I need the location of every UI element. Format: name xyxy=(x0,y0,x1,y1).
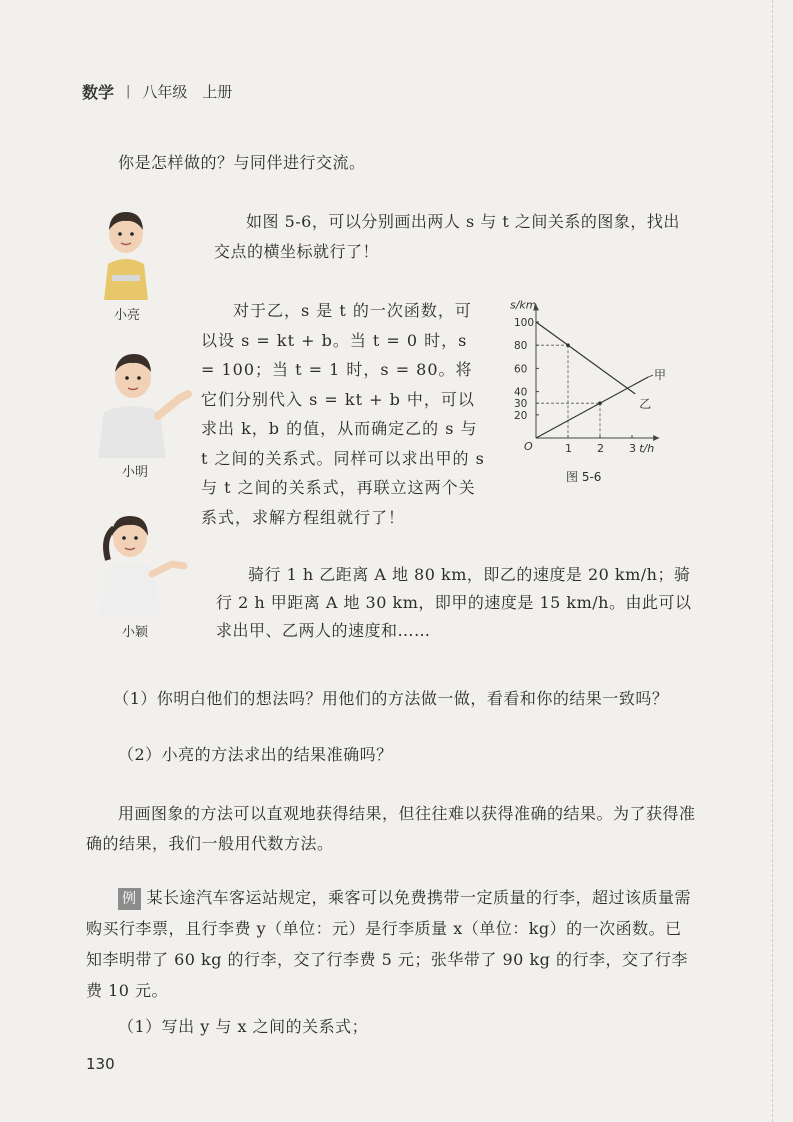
series-line-yi xyxy=(536,322,635,394)
page-header xyxy=(82,80,232,103)
example-paragraph xyxy=(86,882,696,1006)
example-tag: 例 xyxy=(118,888,141,910)
xiaoliang-illustration xyxy=(98,208,154,300)
series-label-leader xyxy=(648,375,653,377)
question-1: （1）你明白他们的想法吗？用他们的方法做一做，看看和你的结果一致吗？ xyxy=(113,689,669,708)
origin-label: O xyxy=(524,440,533,453)
header-separator: | xyxy=(126,84,131,99)
xiaoming-illustration xyxy=(88,346,196,458)
figure-5-6-chart xyxy=(496,290,696,465)
page-number: 130 xyxy=(86,1055,115,1073)
y-tick-label: 80 xyxy=(514,340,528,353)
y-tick-label: 20 xyxy=(514,409,528,422)
figure-caption: 图 5-6 xyxy=(566,470,602,484)
x-tick-label: 1 xyxy=(565,442,572,455)
summary-paragraph: 用画图象的方法可以直观地获得结果，但往往难以获得准确的结果。为了获得准确的结果，我们一般用代数方法。 xyxy=(86,804,696,853)
xiaoming-speech: 对于乙，s 是 t 的一次函数，可以设 s = kt + b。当 t = 0 时，s = 100；当 t = 1 时，s = 80。将它们分别代入 s = kt + b 中，可以求出 k，b 的值，从而确定乙的 s 与 t 之间的关系式。同样可以求出甲的 s 与 t 之间的关系式，再联立这两个关系式，求解方程组就行了！ xyxy=(201,301,485,527)
xiaoying-name: 小颖 xyxy=(122,625,149,640)
series-line-jia xyxy=(536,377,648,438)
xiaoying-speech: 骑行 1 h 乙距离 A 地 80 km，即乙的速度是 20 km/h；骑行 2 h 甲距离 A 地 30 km，即甲的速度是 15 km/h。由此可以求出甲、乙两人的速度和…… xyxy=(216,565,692,640)
y-tick-label: 100 xyxy=(514,317,535,329)
example-question-1: （1）写出 y 与 x 之间的关系式； xyxy=(118,1017,369,1036)
x-tick-label: 3 xyxy=(629,442,636,455)
page-edge-mark xyxy=(772,0,778,1122)
subject-title: 数学 xyxy=(82,83,115,102)
intro-prompt: 你是怎样做的？与同伴进行交流。 xyxy=(118,153,366,172)
xiaoliang-speech: 如图 5-6，可以分别画出两人 s 与 t 之间关系的图象，找出交点的横坐标就行了！ xyxy=(214,212,680,261)
x-axis-arrow xyxy=(653,435,659,441)
y-tick-label: 30 xyxy=(514,398,528,411)
series-label-jia: 甲 xyxy=(654,368,667,383)
x-tick-label: 2 xyxy=(597,442,604,455)
example-text: 某长途汽车客运站规定，乘客可以免费携带一定质量的行李，超过该质量需购买行李票，且行李费 y（单位：元）是行李质量 x（单位：kg）的一次函数。已知李明带了 60 kg 的行李，交了行李费 5 元；张华带了 90 kg 的行李，交了行李费 10 元。 xyxy=(86,888,692,1000)
y-tick-label: 40 xyxy=(514,386,528,399)
y-axis-label: s/km xyxy=(510,298,537,312)
grade-label: 八年级 上册 xyxy=(142,83,233,101)
x-axis-label: t/h xyxy=(639,442,655,455)
xiaoliang-name: 小亮 xyxy=(114,308,141,323)
y-tick-label: 60 xyxy=(514,363,528,376)
xiaoming-name: 小明 xyxy=(122,465,149,480)
series-label-yi: 乙 xyxy=(639,396,652,411)
question-2: （2）小亮的方法求出的结果准确吗？ xyxy=(118,745,393,764)
xiaoying-illustration xyxy=(92,508,192,616)
